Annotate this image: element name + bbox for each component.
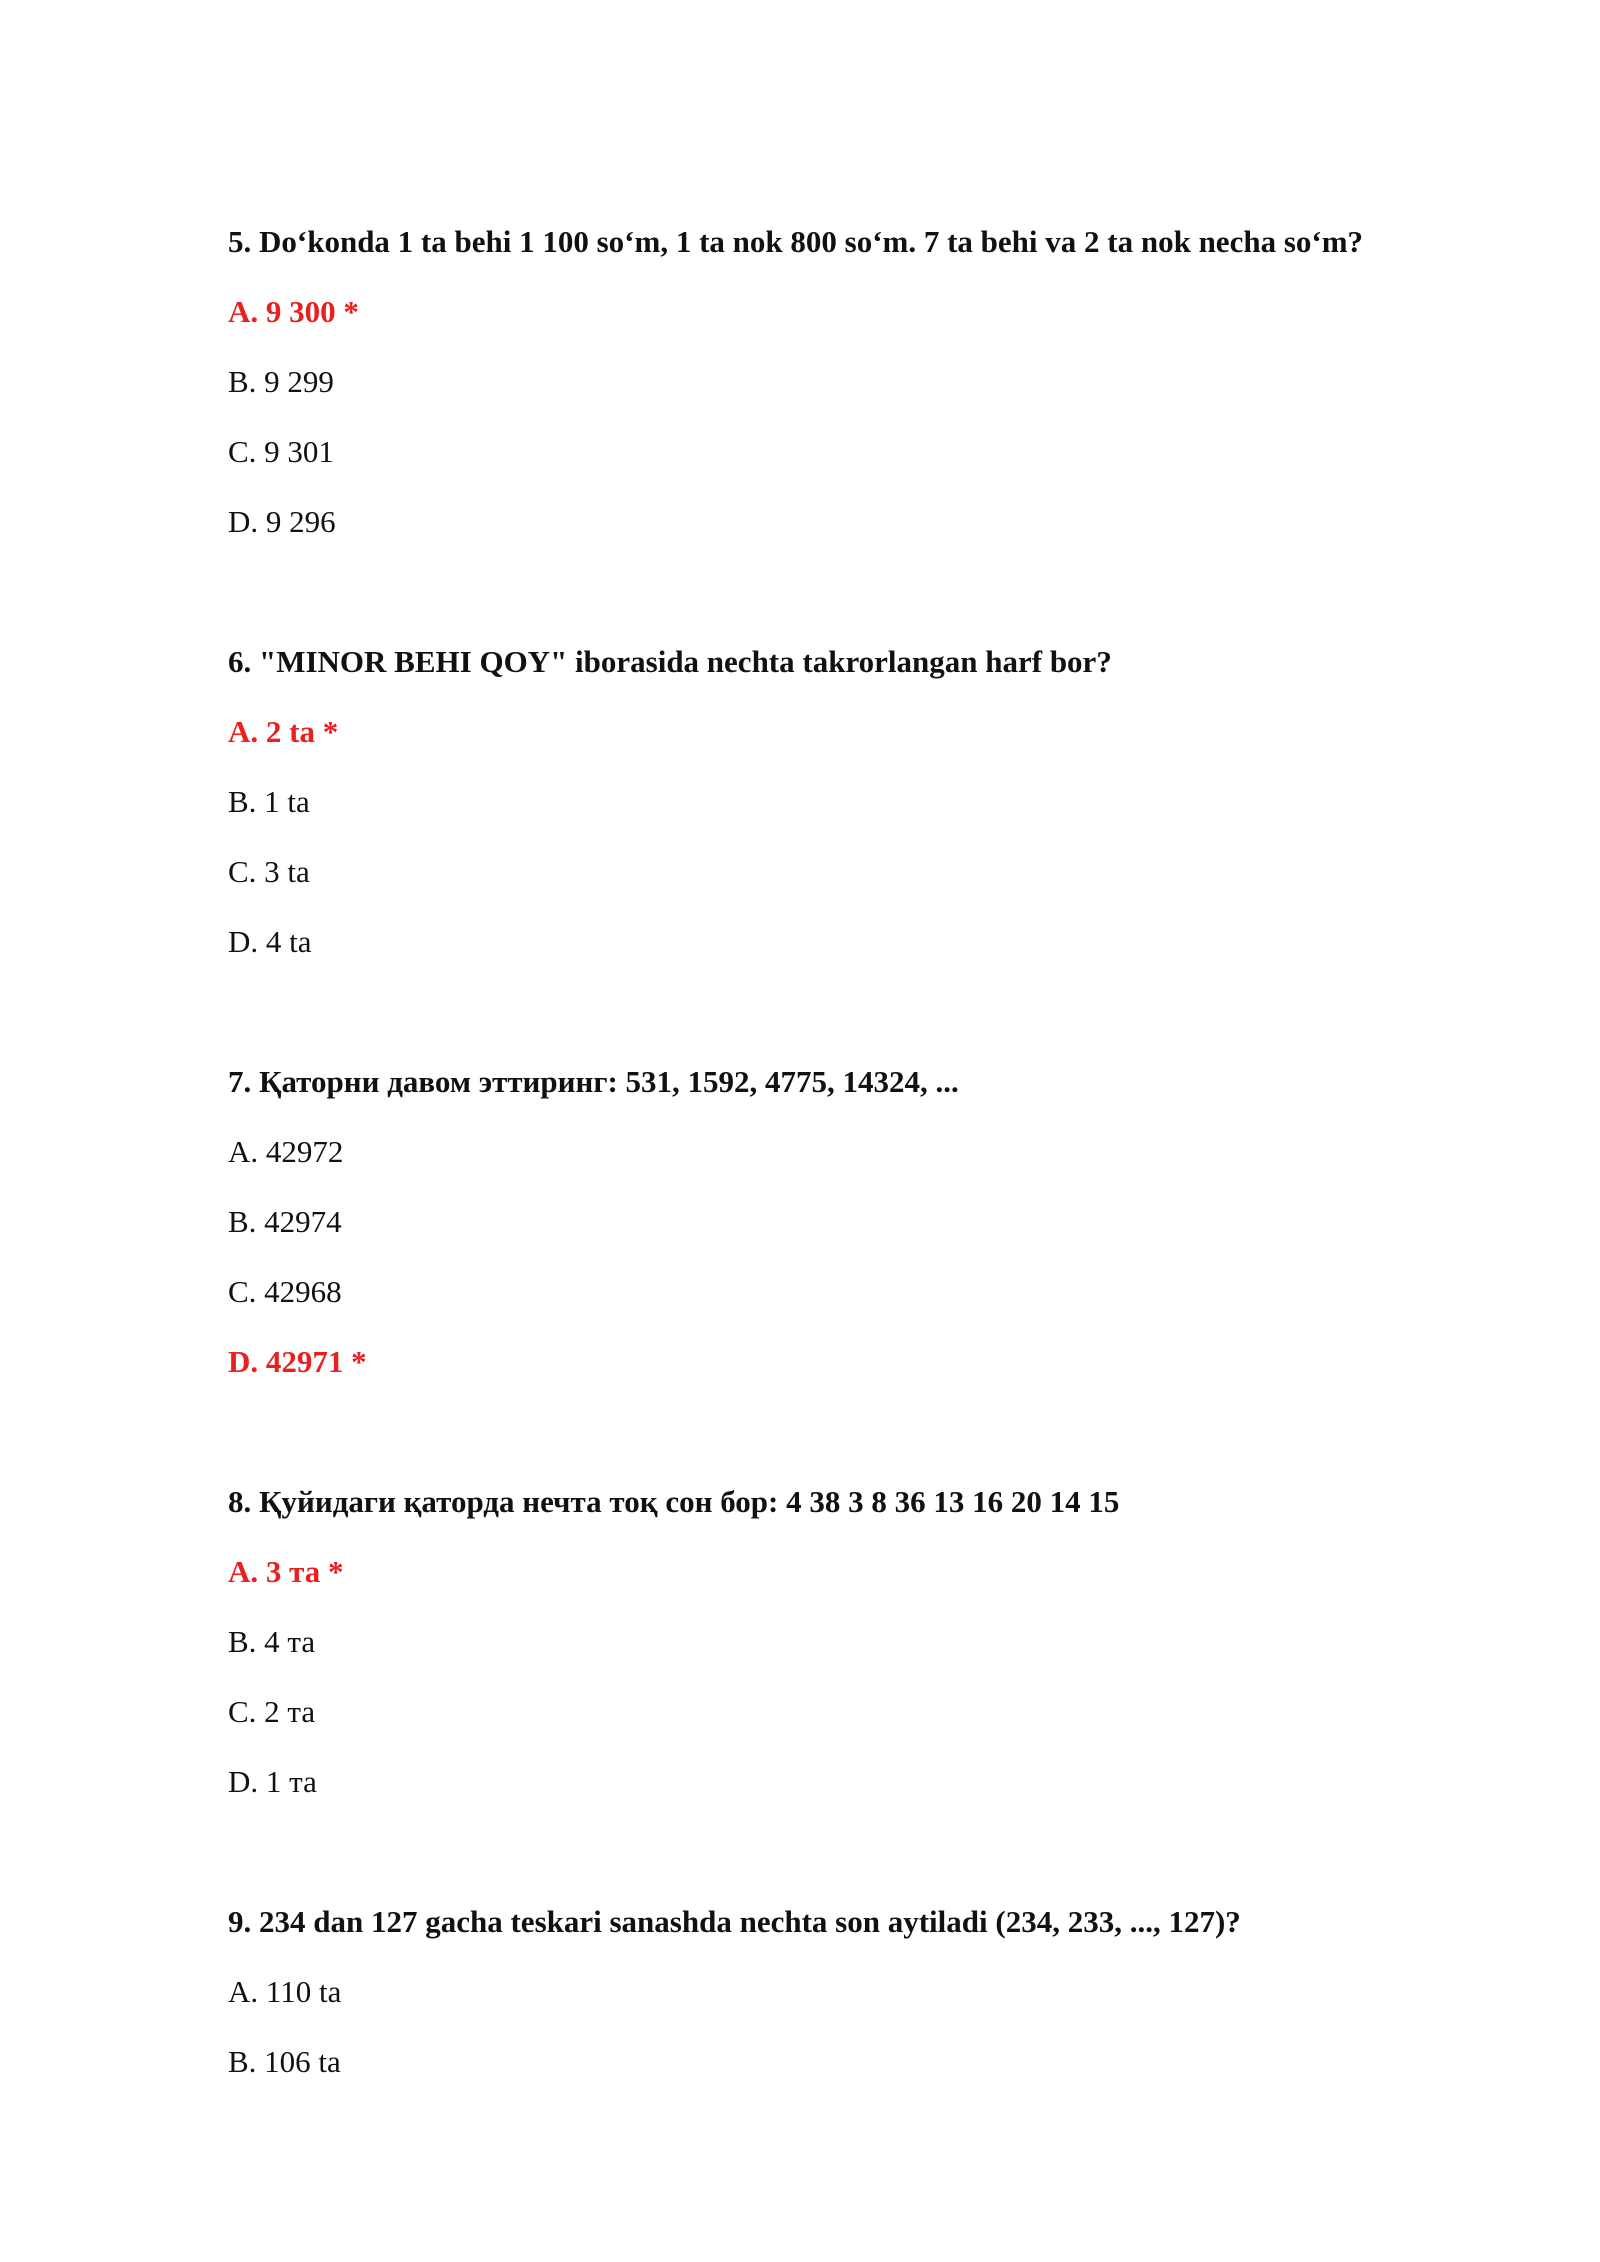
option-c: C. 3 ta xyxy=(228,854,310,889)
option-b: B. 1 ta xyxy=(228,784,310,819)
option-d: D. 4 ta xyxy=(228,924,312,959)
option-c: C. 42968 xyxy=(228,1274,342,1309)
option-c: C. 9 301 xyxy=(228,434,334,469)
option-b: B. 4 та xyxy=(228,1624,316,1659)
option-b: B. 9 299 xyxy=(228,364,334,399)
question-8 xyxy=(228,1482,1528,1802)
question-text: 5. Do‘konda 1 ta behi 1 100 so‘m, 1 ta nok 800 so‘m. 7 ta behi va 2 ta nok necha so‘m? xyxy=(228,224,1364,259)
question-5 xyxy=(228,222,1528,542)
option-d-correct: D. 42971 * xyxy=(228,1344,367,1379)
question-9 xyxy=(228,1902,1528,2082)
question-text: 8. Қуйидаги қаторда нечта тоқ сон бор: 4 38 3 8 36 13 16 20 14 15 xyxy=(228,1484,1120,1519)
option-a: A. 42972 xyxy=(228,1134,344,1169)
option-b: B. 42974 xyxy=(228,1204,342,1239)
option-a-correct: A. 9 300 * xyxy=(228,294,359,329)
question-text: 7. Қаторни давом эттиринг: 531, 1592, 4775, 14324, ... xyxy=(228,1064,959,1099)
question-text: 9. 234 dan 127 gacha teskari sanashda nechta son aytiladi (234, 233, ..., 127)? xyxy=(228,1904,1241,1939)
question-7 xyxy=(228,1062,1528,1382)
question-6 xyxy=(228,642,1528,962)
option-d: D. 1 та xyxy=(228,1764,317,1799)
option-a-correct: A. 2 ta * xyxy=(228,714,339,749)
option-a: A. 110 ta xyxy=(228,1974,342,2009)
question-text: 6. "MINOR BEHI QOY" iborasida nechta takrorlangan harf bor? xyxy=(228,644,1112,679)
option-b: B. 106 ta xyxy=(228,2044,341,2079)
option-a-correct: A. 3 та * xyxy=(228,1554,344,1589)
option-d: D. 9 296 xyxy=(228,504,336,539)
option-c: C. 2 та xyxy=(228,1694,316,1729)
